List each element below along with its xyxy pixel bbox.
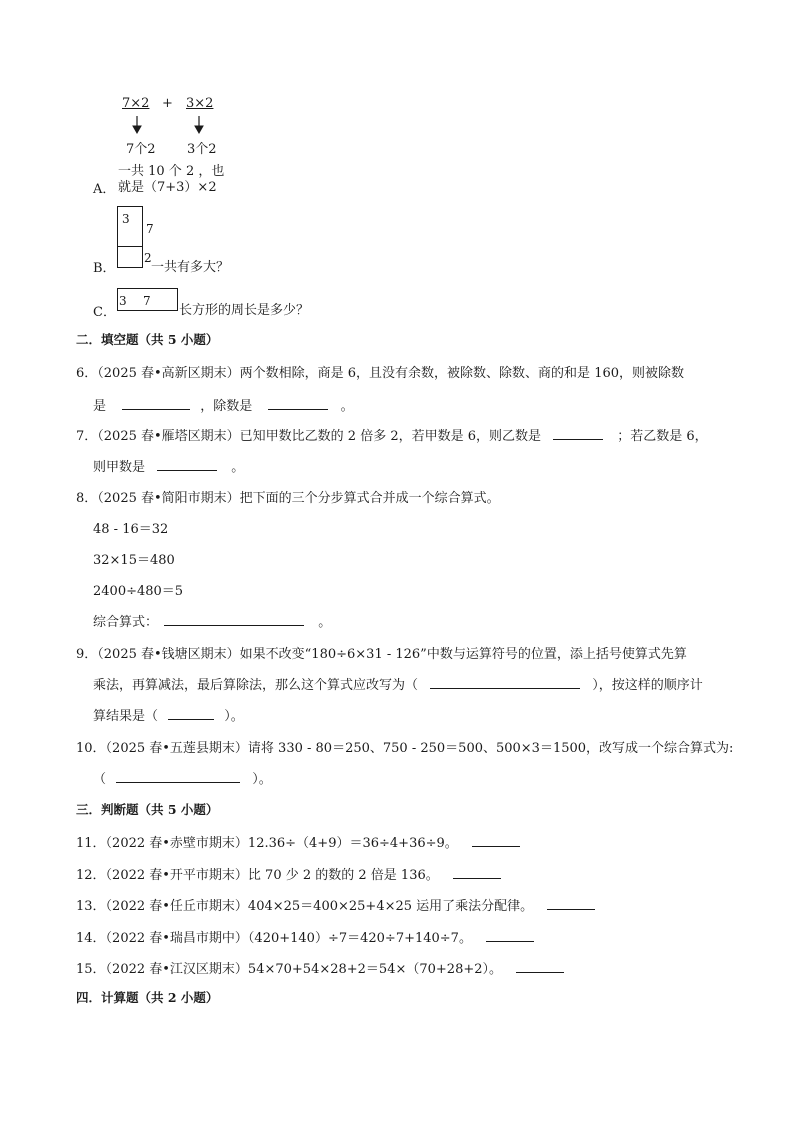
- option-b-text: 一共有多大？: [151, 260, 230, 275]
- q6-answer-blank-2[interactable]: [268, 396, 328, 410]
- q9-text-d: ）。: [224, 709, 244, 724]
- q10-line1: 10．（2025 春•五莲县期末）请将 330 - 80＝250、750 - 250＝500、500×3＝1500，改写成一个综合算式为:: [76, 741, 734, 756]
- q8-step1: 48 - 16＝32: [93, 522, 169, 537]
- arrow-down-icon: [195, 116, 203, 133]
- q12-answer-blank[interactable]: [453, 865, 501, 879]
- q6-line1: 6．（2025 春•高新区期末）两个数相除，商是 6，且没有余数，被除数、除数、商的和是 160，则被除数: [76, 366, 685, 381]
- q9-line1: 9．（2025 春•钱塘区期末）如果不改变“180÷6×31 - 126”中数与运算符号的位置，添上括号使算式先算: [76, 647, 687, 662]
- q7-text-d: 。: [231, 460, 245, 475]
- option-c-num2: 7: [143, 294, 151, 308]
- section-2-title: 二．填空题（共 5 小题）: [76, 332, 219, 347]
- option-c-num1: 3: [119, 294, 127, 308]
- q6-text-a: 是: [93, 399, 107, 414]
- q14-answer-blank[interactable]: [486, 928, 534, 942]
- q9-text-a: 乘法，再算减法，最后算除法，那么这个算式应改写为（: [93, 678, 419, 693]
- q8-answer-line: [93, 611, 331, 630]
- option-a-right-result: 3个2: [187, 142, 217, 157]
- q14-line: [76, 927, 534, 946]
- q14-text: 14．（2022 春•瑞昌市期中）（420+140）÷7＝420÷7+140÷7。: [76, 931, 472, 946]
- q8-answer-end: 。: [318, 615, 332, 630]
- option-a-left-result: 7个2: [126, 142, 156, 157]
- q8-step3: 2400÷480＝5: [93, 584, 184, 599]
- q11-text: 11．（2022 春•赤壁市期末）12.36÷（4+9）＝36÷4+36÷9。: [76, 836, 458, 851]
- q9-answer-blank-1[interactable]: [430, 675, 580, 689]
- q7-text-b: ；若乙数是 6，: [617, 429, 708, 444]
- q10-text-a: （: [93, 772, 107, 787]
- option-c-letter: C．: [93, 305, 116, 320]
- q13-text: 13．（2022 春•任丘市期末）404×25＝400×25+4×25 运用了乘法分配律。: [76, 899, 534, 914]
- q9-text-c: 算结果是（: [93, 709, 159, 724]
- q11-line: [76, 832, 520, 851]
- option-a-arrows: [128, 114, 218, 136]
- q8-step2: 32×15＝480: [93, 553, 175, 568]
- option-a-line2: 就是（7+3）×2: [118, 180, 217, 195]
- q15-text: 15．（2022 春•江汉区期末）54×70+54×28+2＝54×（70+28+2）。: [76, 962, 503, 977]
- q15-answer-blank[interactable]: [516, 959, 564, 973]
- q13-line: [76, 895, 595, 914]
- q9-answer-blank-2[interactable]: [168, 706, 214, 720]
- q7-line1: [76, 425, 708, 444]
- q8-answer-label: 综合算式：: [93, 615, 159, 630]
- section-4-title: 四．计算题（共 2 小题）: [76, 990, 219, 1005]
- option-a-plus: +: [162, 96, 173, 111]
- arrow-down-icon: [133, 116, 141, 133]
- q12-line: [76, 864, 501, 883]
- option-a-expr-left: 7×2: [122, 96, 150, 111]
- q7-text-a: 7．（2025 春•雁塔区期末）已知甲数比乙数的 2 倍多 2，若甲数是 6，则乙数是: [76, 429, 541, 444]
- option-b-side-num: 7: [146, 222, 154, 236]
- q9-line2: [93, 674, 703, 693]
- option-b-top-num: 3: [122, 212, 130, 226]
- option-b-rect-bottom: [117, 246, 143, 268]
- option-b-bottom-num: 2: [144, 251, 152, 265]
- q11-answer-blank[interactable]: [472, 833, 520, 847]
- q10-line2: [93, 768, 272, 787]
- q8-answer-blank[interactable]: [164, 612, 304, 626]
- q10-text-b: ）。: [252, 772, 272, 787]
- q15-line: [76, 958, 564, 977]
- q7-answer-blank-2[interactable]: [157, 457, 217, 471]
- q6-text-c: 。: [340, 399, 354, 414]
- option-c-text: 长方形的周长是多少？: [179, 303, 310, 318]
- q6-line2: [93, 395, 354, 414]
- q10-answer-blank[interactable]: [116, 769, 240, 783]
- q7-text-c: 则甲数是: [93, 460, 146, 475]
- section-3-title: 三．判断题（共 5 小题）: [76, 802, 219, 817]
- q13-answer-blank[interactable]: [547, 896, 595, 910]
- q7-line2: [93, 456, 244, 475]
- q8-line1: 8．（2025 春•简阳市期末）把下面的三个分步算式合并成一个综合算式。: [76, 491, 500, 506]
- option-a-line1: 一共 10 个 2 ，也: [118, 164, 225, 179]
- q6-answer-blank-1[interactable]: [122, 396, 190, 410]
- q6-text-b: ，除数是: [200, 399, 253, 414]
- option-a-expr-right: 3×2: [186, 96, 214, 111]
- q9-line3: [93, 705, 244, 724]
- option-a-letter: A．: [93, 182, 116, 197]
- q9-text-b: ），按这样的顺序计: [592, 678, 703, 693]
- q7-answer-blank-1[interactable]: [553, 426, 603, 440]
- option-b-letter: B．: [93, 261, 116, 276]
- q12-text: 12．（2022 春•开平市期末）比 70 少 2 的数的 2 倍是 136。: [76, 868, 439, 883]
- option-b-rect-top: [117, 206, 143, 247]
